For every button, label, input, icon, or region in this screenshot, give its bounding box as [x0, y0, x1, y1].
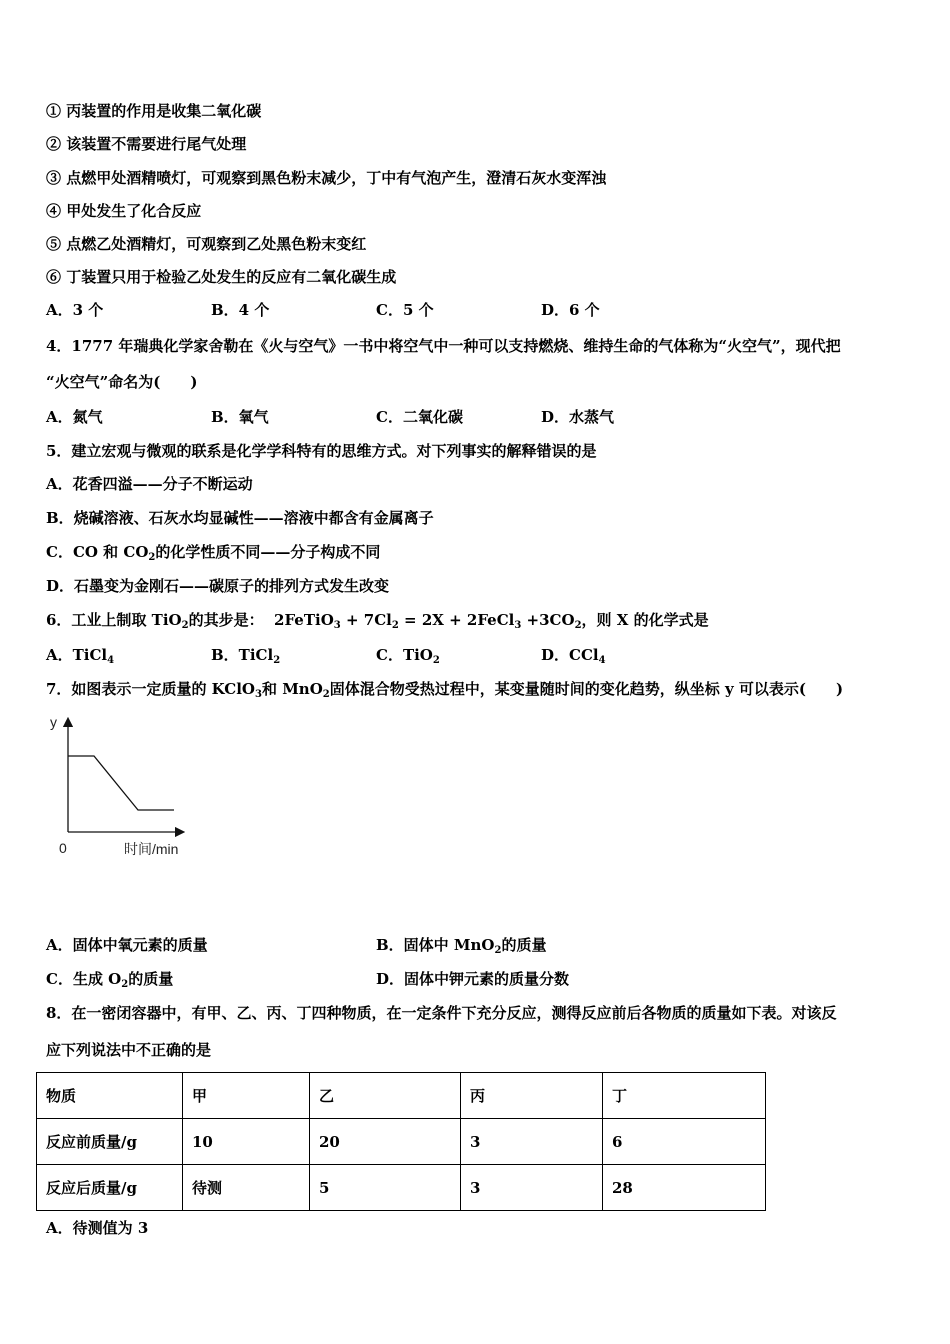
q3-option-b: B．4 个	[211, 301, 270, 319]
q7-option-d: D．固体中钾元素的质量分数	[376, 970, 570, 988]
q6-option-d: D．CCl$_4$	[541, 646, 606, 666]
table-cell: 反应后质量/g	[37, 1165, 183, 1211]
q7-graph	[44, 708, 204, 858]
table-row	[37, 1165, 766, 1211]
q5-option-d: D．石墨变为金刚石——碳原子的排列方式发生改变	[46, 577, 390, 595]
statement-2: ② 该装置不需要进行尾气处理	[46, 135, 247, 153]
table-cell: 5	[310, 1165, 461, 1211]
table-cell: 10	[183, 1119, 310, 1165]
q4-stem-line2: “火空气”命名为( )	[46, 373, 198, 391]
table-cell: 丙	[461, 1073, 603, 1119]
q6-option-b: B．TiCl$_2$	[211, 646, 281, 666]
origin-label: 0	[59, 840, 67, 856]
statement-3: ③ 点燃甲处酒精喷灯，可观察到黑色粉末减少，丁中有气泡产生，澄清石灰水变浑浊	[46, 169, 607, 187]
q4-option-a: A．氮气	[46, 408, 103, 426]
q5-option-c: C．CO 和 $CO_2$的化学性质不同——分子构成不同	[46, 543, 381, 563]
table-row	[37, 1119, 766, 1165]
q5-stem: 5．建立宏观与微观的联系是化学学科特有的思维方式。对下列事实的解释错误的是	[46, 442, 597, 460]
q3-option-c: C．5 个	[376, 301, 434, 319]
q5-option-a: A．花香四溢——分子不断运动	[46, 475, 253, 493]
table-cell: 20	[310, 1119, 461, 1165]
q8-option-a: A．待测值为 3	[46, 1219, 149, 1237]
q4-option-b: B．氧气	[211, 408, 269, 426]
q6-option-c: C．TiO$_2$	[376, 646, 440, 666]
y-axis-label: y	[50, 714, 57, 730]
q3-option-a: A．3 个	[46, 301, 104, 319]
table-cell: 丁	[603, 1073, 766, 1119]
q7-option-b: B．固体中 MnO$_2$的质量	[376, 936, 547, 956]
table-header-row	[37, 1073, 766, 1119]
table-cell: 物质	[37, 1073, 183, 1119]
statement-4: ④ 甲处发生了化合反应	[46, 202, 202, 220]
table-cell: 6	[603, 1119, 766, 1165]
table-cell: 甲	[183, 1073, 310, 1119]
table-cell: 乙	[310, 1073, 461, 1119]
statement-1: ① 丙装置的作用是收集二氧化碳	[46, 102, 262, 120]
statement-6: ⑥ 丁装置只用于检验乙处发生的反应有二氧化碳生成	[46, 268, 397, 286]
q6-option-a: A．TiCl$_4$	[46, 646, 115, 666]
trend-line	[68, 756, 174, 810]
q5-option-b: B．烧碱溶液、石灰水均显碱性——溶液中都含有金属离子	[46, 509, 434, 527]
q7-stem: 7．如图表示一定质量的 KClO$_3$和 MnO$_2$固体混合物受热过程中，某变量随时间的变化趋势，纵坐标 y 可以表示( )	[46, 680, 844, 700]
q8-stem-line1: 8．在一密闭容器中，有甲、乙、丙、丁四种物质，在一定条件下充分反应，测得反应前后各物质的质量如下表。对该反	[46, 1004, 837, 1022]
table-cell: 待测	[183, 1165, 310, 1211]
table-cell: 3	[461, 1165, 603, 1211]
q3-option-d: D．6 个	[541, 301, 600, 319]
x-axis-label: 时间/min	[124, 841, 179, 857]
q7-option-c: C．生成 $O_2$的质量	[46, 970, 174, 990]
table-cell: 反应前质量/g	[37, 1119, 183, 1165]
statement-5: ⑤ 点燃乙处酒精灯，可观察到乙处黑色粉末变红	[46, 235, 367, 253]
q4-stem-line1: 4．1777 年瑞典化学家舍勒在《火与空气》一书中将空气中一种可以支持燃烧、维持生命的气体称为“火空气”，现代把	[46, 337, 841, 355]
q6-stem: 6．工业上制取 TiO$_2$的其步是： 2FeTiO$_3$ + $7Cl_2 = 2X$ + 2FeCl$_3$ $+3CO_2$，则 X 的化学式是	[46, 611, 709, 631]
table-cell: 28	[603, 1165, 766, 1211]
q8-stem-line2: 应下列说法中不正确的是	[46, 1041, 212, 1059]
mass-table	[36, 1072, 766, 1211]
table-cell: 3	[461, 1119, 603, 1165]
q4-option-c: C．二氧化碳	[376, 408, 463, 426]
q4-option-d: D．水蒸气	[541, 408, 615, 426]
q7-option-a: A．固体中氧元素的质量	[46, 936, 208, 954]
